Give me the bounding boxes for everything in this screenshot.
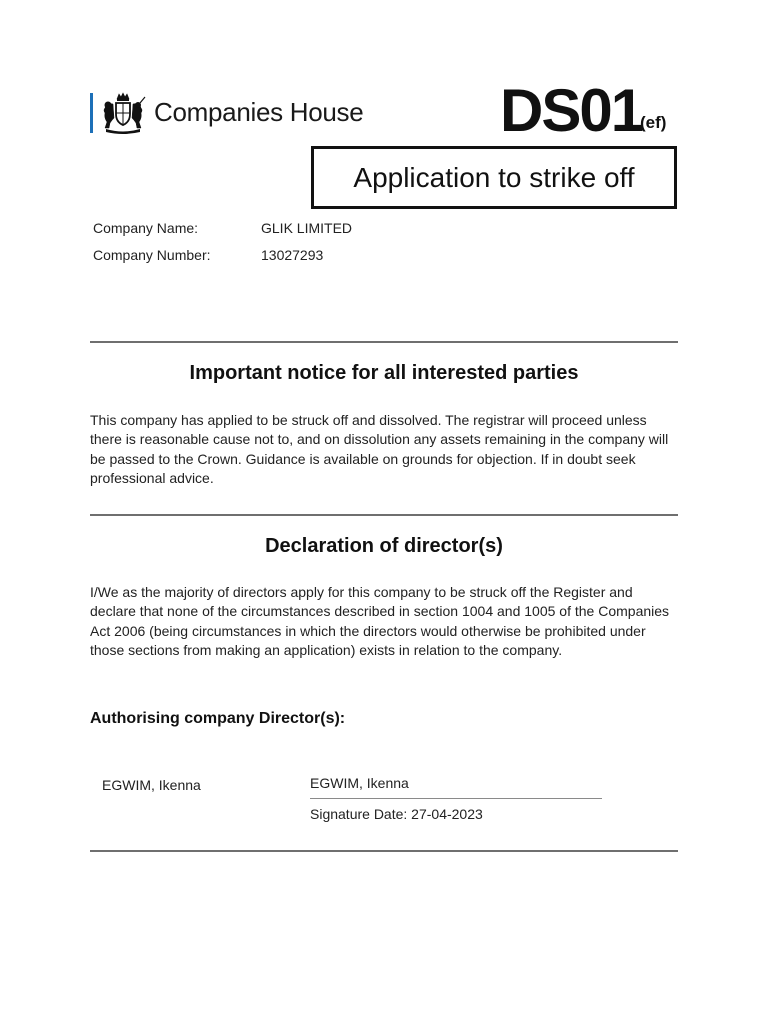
company-number-value: 13027293 xyxy=(261,247,324,263)
declaration-body: I/We as the majority of directors apply for this company to be struck off the Register and declare that none of the circumstances described in section 1004 and 1005 of the Companies Act 2006 (being circumstances in which the directors would otherwise be prohibited under those sections from making an application) exists in relation to the company. xyxy=(90,584,670,659)
section-divider xyxy=(90,850,678,852)
form-code: DS01 xyxy=(500,77,643,144)
company-name-label: Company Name: xyxy=(93,220,199,236)
authorising-directors-heading: Authorising company Director(s): xyxy=(90,710,346,727)
form-title: Application to strike off xyxy=(353,161,635,193)
notice-body: This company has applied to be struck off and dissolved. The registrar will proceed unless there is reasonable cause not to, and on dissolution any assets remaining in the company will be passed to the Crown. Guidance is available on grounds for objection. If in doubt seek professional advice. xyxy=(90,412,669,487)
section-divider xyxy=(90,514,678,516)
signature-line xyxy=(310,798,602,799)
company-name-value: GLIK LIMITED xyxy=(261,220,353,236)
director-signature: EGWIM, Ikenna xyxy=(310,775,409,791)
declaration-heading: Declaration of director(s) xyxy=(265,535,503,557)
notice-heading: Important notice for all interested parties xyxy=(189,362,579,384)
brand-name: Companies House xyxy=(154,97,364,127)
section-divider xyxy=(90,341,678,343)
company-number-label: Company Number: xyxy=(93,247,211,263)
form-code-suffix: (ef) xyxy=(640,113,667,132)
royal-coat-of-arms-icon xyxy=(100,92,146,134)
signature-date: Signature Date: 27-04-2023 xyxy=(310,806,483,822)
brand-accent-bar xyxy=(90,93,93,133)
director-name: EGWIM, Ikenna xyxy=(102,777,201,793)
form-title-box xyxy=(311,146,677,209)
